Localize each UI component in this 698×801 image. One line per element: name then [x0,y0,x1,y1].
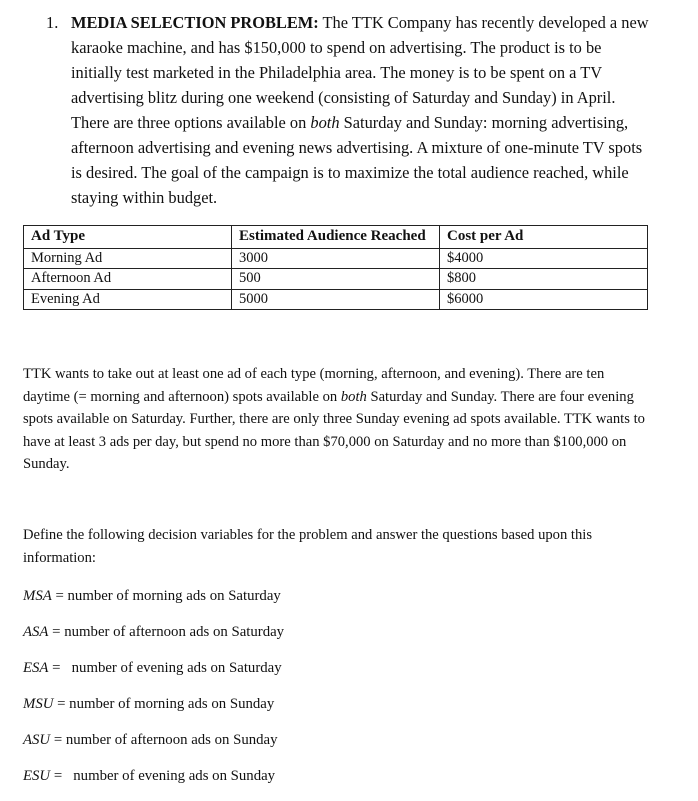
variable-equals: = [48,660,72,676]
cell-ad-type: Evening Ad [24,289,232,310]
constraints-text-part1: TTK wants to take out at least one ad of each type (morning, afternoon, and evening). There are ten daytime (= morning and afternoon) spots available on [23,366,605,405]
table-row [24,248,648,269]
variable-item [23,621,284,657]
variable-item [23,657,284,693]
cell-ad-type: Afternoon Ad [24,269,232,290]
problem-number: 1. [46,13,59,32]
variable-name: ESA [23,660,49,676]
variable-name: MSA [23,588,52,604]
variable-name: ASU [23,732,51,748]
variable-name: ESU [23,768,51,784]
problem-statement [46,10,656,210]
variable-description: number of afternoon ads on Saturday [64,624,285,640]
instructions-paragraph: Define the following decision variables for the problem and answer the questions based upon this information: [23,527,593,566]
table-header-row [24,226,648,249]
variable-description: number of morning ads on Sunday [69,696,275,712]
header-ad-type: Ad Type [24,226,232,249]
table-row [24,269,648,290]
table-row [24,289,648,310]
variable-item [23,693,284,729]
variable-equals: = [50,732,66,748]
header-cost: Cost per Ad [440,226,648,249]
variable-equals: = [48,624,65,640]
cell-cost: $6000 [440,289,648,310]
problem-both-emphasis: both [310,113,340,132]
cell-audience: 3000 [232,248,440,269]
cell-ad-type: Morning Ad [24,248,232,269]
variable-item [23,585,284,621]
cell-cost: $800 [440,269,648,290]
variable-item [23,729,284,765]
constraints-text-part2: Saturday and Sunday. There are four evening spots available on Saturday. Further, there are only three Sunday evening ad spots available. TTK wants to have at least 3 ads per day, but spend no more than $70,000 on Saturday and no more than $100,000 on Sunday. [23,388,645,472]
constraints-paragraph [23,363,653,476]
variable-description: number of evening ads on Sunday [73,768,276,784]
constraints-both-emphasis: both [340,388,367,405]
variable-description: number of morning ads on Saturday [67,588,281,604]
problem-text-part1: The TTK Company has recently developed a new karaoke machine, and has $150,000 to spend on advertising. The product is to be initially test marketed in the Philadelphia area. The money is to be spent on a TV advertising blitz during one weekend (consisting of Saturday and Sunday) in April. There are three options available on [71,13,649,132]
variable-equals: = [50,768,74,784]
cell-audience: 500 [232,269,440,290]
cell-cost: $4000 [440,248,648,269]
header-audience: Estimated Audience Reached [232,226,440,249]
problem-text [71,10,656,210]
decision-variables-list [23,585,284,801]
variable-description: number of evening ads on Saturday [71,660,282,676]
variable-equals: = [53,696,70,712]
problem-title: MEDIA SELECTION PROBLEM: [71,13,319,32]
variable-name: ASA [23,624,49,640]
cell-audience: 5000 [232,289,440,310]
variable-equals: = [51,588,68,604]
ad-options-table [23,225,648,310]
problem-text-part2: Saturday and Sunday: morning advertising, afternoon advertising and evening news advertising. A mixture of one-minute TV spots is desired. The goal of the campaign is to maximize the total audience reached, while staying within budget. [71,113,643,207]
variable-description: number of afternoon ads on Sunday [65,732,278,748]
variable-name: MSU [23,696,54,712]
variable-item [23,765,284,801]
